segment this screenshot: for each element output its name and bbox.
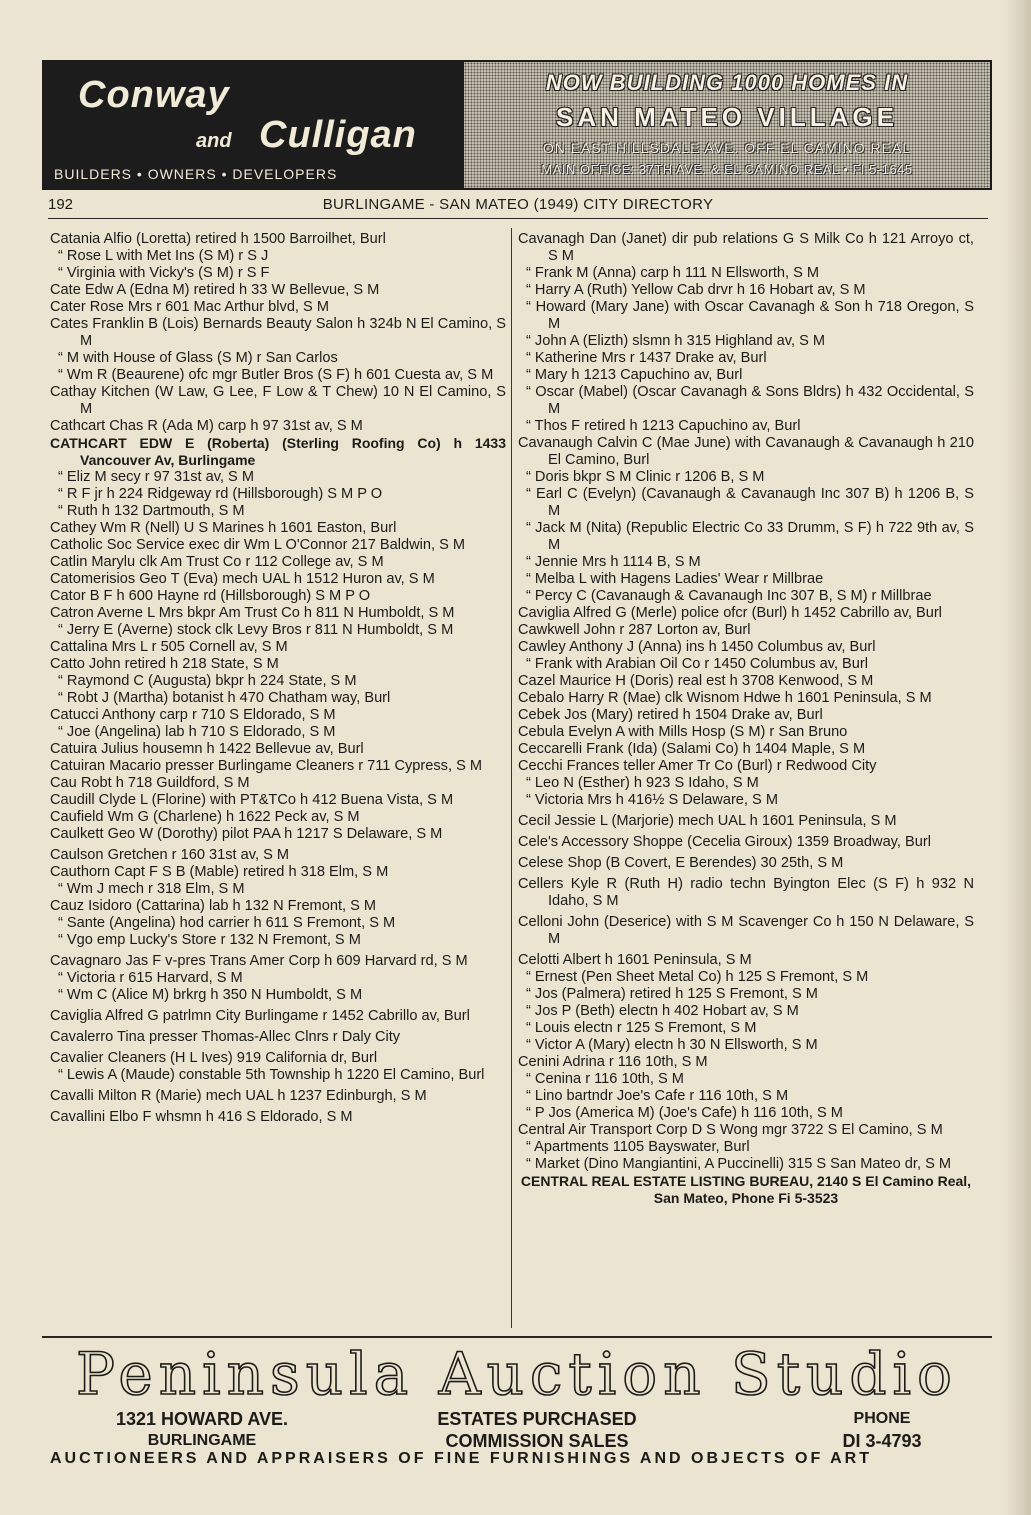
- directory-entry: Cecchi Frances teller Amer Tr Co (Burl) r Redwood City: [518, 758, 877, 774]
- directory-entry: “ Jerry E (Averne) stock clk Levy Bros r 811 N Humboldt, S M: [58, 622, 454, 638]
- directory-entry: “ Vgo emp Lucky's Store r 132 N Fremont, S M: [58, 932, 361, 948]
- auction-phone-label: PHONE: [853, 1410, 911, 1427]
- directory-entry: “ Cenina r 116 10th, S M: [526, 1071, 684, 1087]
- directory-entry: Cele's Accessory Shoppe (Cecelia Giroux) 1359 Broadway, Burl: [518, 834, 931, 850]
- ad-info-panel: [464, 62, 990, 188]
- directory-entry: Central Air Transport Corp D S Wong mgr 3722 S El Camino, S M: [518, 1122, 943, 1138]
- directory-entry: Cattalina Mrs L r 505 Cornell av, S M: [50, 639, 288, 655]
- directory-entry: “ Frank with Arabian Oil Co r 1450 Columbus av, Burl: [526, 656, 869, 672]
- directory-entry: Catuiran Macario presser Burlingame Cleaners r 711 Cypress, S M: [50, 758, 483, 774]
- directory-entry: Catania Alfio (Loretta) retired h 1500 Barroilhet, Burl: [50, 231, 386, 247]
- ad-location: ON EAST HILLSDALE AVE. OFF EL CAMINO REAL: [542, 140, 912, 156]
- directory-entry: “ Thos F retired h 1213 Capuchino av, Burl: [526, 418, 801, 434]
- directory-entry: “ Melba L with Hagens Ladies' Wear r Millbrae: [526, 571, 824, 587]
- directory-entry: Cawley Anthony J (Anna) ins h 1450 Columbus av, Burl: [518, 639, 876, 655]
- directory-entry: Catholic Soc Service exec dir Wm L O'Connor 217 Baldwin, S M: [50, 537, 466, 553]
- directory-entry: “ Lewis A (Maude) constable 5th Township h 1220 El Camino, Burl: [58, 1067, 485, 1083]
- directory-entry: Cenini Adrina r 116 10th, S M: [518, 1054, 708, 1070]
- directory-entry: Cavalli Milton R (Marie) mech UAL h 1237 Edinburgh, S M: [50, 1088, 427, 1104]
- auction-address-block: [72, 1408, 332, 1452]
- directory-entry: Cavagnaro Jas F v-pres Trans Amer Corp h 609 Harvard rd, S M: [50, 953, 468, 969]
- directory-entry: Catucci Anthony carp r 710 S Eldorado, S M: [50, 707, 336, 723]
- directory-entry: “ Oscar (Mabel) (Oscar Cavanagh & Sons Bldrs) h 432 Occidental, S M: [526, 384, 974, 417]
- directory-entry: Cates Franklin B (Lois) Bernards Beauty Salon h 324b N El Camino, S M: [50, 316, 506, 349]
- ad-tagline: BUILDERS • OWNERS • DEVELOPERS: [54, 166, 338, 182]
- directory-entry: Catron Averne L Mrs bkpr Am Trust Co h 811 N Humboldt, S M: [50, 605, 455, 621]
- directory-entry: Cebek Jos (Mary) retired h 1504 Drake av, Burl: [518, 707, 823, 723]
- directory-entry: Cathay Kitchen (W Law, G Lee, F Low & T Chew) 10 N El Camino, S M: [50, 384, 506, 417]
- directory-entry: “ Louis electn r 125 S Fremont, S M: [526, 1020, 757, 1036]
- directory-entry: “ Earl C (Evelyn) (Cavanaugh & Cavanaugh Inc 307 B) h 1206 B, S M: [526, 486, 974, 519]
- auction-studio-name: Peninsula Auction Studio: [76, 1340, 958, 1408]
- auction-footer-line: AUCTIONEERS AND APPRAISERS OF FINE FURNISHINGS AND OBJECTS OF ART: [50, 1450, 872, 1467]
- directory-entry: “ Leo N (Esther) h 923 S Idaho, S M: [526, 775, 759, 791]
- directory-entry: “ Rose L with Met Ins (S M) r S J: [58, 248, 269, 264]
- directory-entry: Cauz Isidoro (Cattarina) lab h 132 N Fremont, S M: [50, 898, 377, 914]
- directory-entry: Cauthorn Capt F S B (Mable) retired h 318 Elm, S M: [50, 864, 389, 880]
- ad-brand-conway: Conway: [78, 74, 230, 116]
- conway-culligan-ad: [42, 60, 992, 190]
- directory-entry: Catomerisios Geo T (Eva) mech UAL h 1512 Huron av, S M: [50, 571, 435, 587]
- directory-entry: “ Victor A (Mary) electn h 30 N Ellsworth, S M: [526, 1037, 818, 1053]
- directory-entry: Cathcart Chas R (Ada M) carp h 97 31st av, S M: [50, 418, 363, 434]
- auction-phone-block: [782, 1408, 982, 1452]
- directory-entry: “ Joe (Angelina) lab h 710 S Eldorado, S M: [58, 724, 336, 740]
- directory-entry: “ Eliz M secy r 97 31st av, S M: [58, 469, 254, 485]
- directory-entry: “ John A (Elizth) slsmn h 315 Highland av, S M: [526, 333, 826, 349]
- directory-entry: Celese Shop (B Covert, E Berendes) 30 25th, S M: [518, 855, 844, 871]
- directory-entry: Celotti Albert h 1601 Peninsula, S M: [518, 952, 752, 968]
- directory-entry: Caulson Gretchen r 160 31st av, S M: [50, 847, 290, 863]
- directory-entry: “ R F jr h 224 Ridgeway rd (Hillsborough) S M P O: [58, 486, 383, 502]
- directory-entry: Caviglia Alfred G (Merle) police ofcr (Burl) h 1452 Cabrillo av, Burl: [518, 605, 942, 621]
- directory-entry: Cavallini Elbo F whsmn h 416 S Eldorado, S M: [50, 1109, 353, 1125]
- directory-entry: “ Ruth h 132 Dartmouth, S M: [58, 503, 245, 519]
- directory-entry: “ Jos (Palmera) retired h 125 S Fremont, S M: [526, 986, 818, 1002]
- directory-entry: “ Wm R (Beaurene) ofc mgr Butler Bros (S F) h 601 Cuesta av, S M: [58, 367, 494, 383]
- directory-entry: CENTRAL REAL ESTATE LISTING BUREAU, 2140 S El Camino Real, San Mateo, Phone Fi 5-3523: [520, 1173, 972, 1206]
- directory-entry: “ Wm J mech r 318 Elm, S M: [58, 881, 245, 897]
- left-column: [50, 231, 506, 1126]
- directory-entry: “ Jos P (Beth) electn h 402 Hobart av, S M: [526, 1003, 799, 1019]
- directory-entry: Ceccarelli Frank (Ida) (Salami Co) h 1404 Maple, S M: [518, 741, 866, 757]
- auction-address: 1321 HOWARD AVE.: [115, 1409, 289, 1429]
- directory-entry: “ Victoria Mrs h 416½ S Delaware, S M: [526, 792, 778, 808]
- directory-entry: “ Percy C (Cavanaugh & Cavanaugh Inc 307 B, S M) r Millbrae: [526, 588, 932, 604]
- directory-entry: Cebalo Harry R (Mae) clk Wisnom Hdwe h 1601 Peninsula, S M: [518, 690, 932, 706]
- directory-entry: “ Virginia with Vicky's (S M) r S F: [58, 265, 270, 281]
- directory-entry: “ Lino bartndr Joe's Cafe r 116 10th, S M: [526, 1088, 789, 1104]
- directory-entry: “ Apartments 1105 Bayswater, Burl: [526, 1139, 750, 1155]
- directory-entry: “ Victoria r 615 Harvard, S M: [58, 970, 243, 986]
- directory-entry: “ Ernest (Pen Sheet Metal Co) h 125 S Fremont, S M: [526, 969, 869, 985]
- directory-entry: Cavalier Cleaners (H L Ives) 919 California dr, Burl: [50, 1050, 378, 1066]
- directory-entry: “ Doris bkpr S M Clinic r 1206 B, S M: [526, 469, 765, 485]
- ad-brand-and: and: [196, 130, 232, 152]
- directory-entry: “ Robt J (Martha) botanist h 470 Chatham way, Burl: [58, 690, 391, 706]
- directory-entry: “ Market (Dino Mangiantini, A Puccinelli) 315 S San Mateo dr, S M: [526, 1156, 952, 1172]
- directory-entry: “ Jack M (Nita) (Republic Electric Co 33 Drumm, S F) h 722 9th av, S M: [526, 520, 974, 553]
- ad-brand-panel: [44, 62, 464, 188]
- page-number: 192: [48, 196, 74, 213]
- directory-entry: Celloni John (Deserice) with S M Scavenger Co h 150 N Delaware, S M: [518, 914, 974, 947]
- auction-phone: DI 3-4793: [842, 1431, 922, 1451]
- directory-entry: Cator B F h 600 Hayne rd (Hillsborough) S M P O: [50, 588, 371, 604]
- directory-entry: Cebula Evelyn A with Mills Hosp (S M) r San Bruno: [518, 724, 848, 740]
- running-header: [48, 196, 988, 219]
- ad-headline-2: SAN MATEO VILLAGE: [556, 102, 898, 132]
- page-title: BURLINGAME - SAN MATEO (1949) CITY DIRECTORY: [322, 196, 714, 213]
- ad-headline-1: NOW BUILDING 1000 HOMES IN: [545, 70, 909, 95]
- directory-entry: “ Howard (Mary Jane) with Oscar Cavanagh & Son h 718 Oregon, S M: [526, 299, 974, 332]
- directory-entry: Cate Edw A (Edna M) retired h 33 W Bellevue, S M: [50, 282, 380, 298]
- directory-entry: CATHCART EDW E (Roberta) (Sterling Roofing Co) h 1433 Vancouver Av, Burlingame: [50, 435, 506, 468]
- directory-entry: Caudill Clyde L (Florine) with PT&TCo h 412 Buena Vista, S M: [50, 792, 454, 808]
- directory-entry: “ Frank M (Anna) carp h 111 N Ellsworth, S M: [526, 265, 820, 281]
- directory-entry: “ Mary h 1213 Capuchino av, Burl: [526, 367, 743, 383]
- directory-entry: Caulkett Geo W (Dorothy) pilot PAA h 1217 S Delaware, S M: [50, 826, 443, 842]
- directory-entry: “ Raymond C (Augusta) bkpr h 224 State, S M: [58, 673, 357, 689]
- directory-entry: Caviglia Alfred G patrlmn City Burlingame r 1452 Cabrillo av, Burl: [50, 1008, 470, 1024]
- directory-entry: Caufield Wm G (Charlene) h 1622 Peck av, S M: [50, 809, 360, 825]
- auction-city: BURLINGAME: [147, 1432, 257, 1449]
- directory-entry: “ Sante (Angelina) hod carrier h 611 S Fremont, S M: [58, 915, 396, 931]
- directory-entry: “ Jennie Mrs h 1114 B, S M: [526, 554, 701, 570]
- directory-entry: Cavanagh Dan (Janet) dir pub relations G S Milk Co h 121 Arroyo ct, S M: [518, 231, 974, 264]
- directory-entry: “ Katherine Mrs r 1437 Drake av, Burl: [526, 350, 767, 366]
- directory-entry: Cellers Kyle R (Ruth H) radio techn Byington Elec (S F) h 932 N Idaho, S M: [518, 876, 974, 909]
- directory-entry: Cecil Jessie L (Marjorie) mech UAL h 1601 Peninsula, S M: [518, 813, 897, 829]
- auction-service-2: COMMISSION SALES: [445, 1431, 629, 1451]
- directory-entry: Cathey Wm R (Nell) U S Marines h 1601 Easton, Burl: [50, 520, 397, 536]
- directory-entry: “ P Jos (America M) (Joe's Cafe) h 116 10th, S M: [526, 1105, 843, 1121]
- ad-main-office: MAIN OFFICE: 37TH AVE. & EL CAMINO REAL • FI 5-1645: [541, 162, 913, 177]
- directory-entry: Cavalerro Tina presser Thomas-Allec Clnrs r Daly City: [50, 1029, 401, 1045]
- directory-entry: Cau Robt h 718 Guildford, S M: [50, 775, 250, 791]
- directory-entry: Cavanaugh Calvin C (Mae June) with Cavanaugh & Cavanaugh h 210 El Camino, Burl: [518, 435, 974, 468]
- directory-entry: “ Wm C (Alice M) brkrg h 350 N Humboldt, S M: [58, 987, 363, 1003]
- directory-entry: “ M with House of Glass (S M) r San Carlos: [58, 350, 338, 366]
- ad-brand-culligan: Culligan: [259, 114, 417, 156]
- column-divider: [511, 228, 512, 1328]
- directory-entry: Catuira Julius housemn h 1422 Bellevue av, Burl: [50, 741, 364, 757]
- peninsula-auction-ad: [42, 1336, 992, 1478]
- directory-entry: Catto John retired h 218 State, S M: [50, 656, 279, 672]
- auction-services-block: [372, 1408, 702, 1452]
- directory-entry: “ Harry A (Ruth) Yellow Cab drvr h 16 Hobart av, S M: [526, 282, 866, 298]
- auction-service-1: ESTATES PURCHASED: [437, 1409, 637, 1429]
- directory-entry: Cater Rose Mrs r 601 Mac Arthur blvd, S M: [50, 299, 329, 315]
- directory-entry: Cawkwell John r 287 Lorton av, Burl: [518, 622, 751, 638]
- directory-entry: Catlin Marylu clk Am Trust Co r 112 College av, S M: [50, 554, 384, 570]
- right-column: [518, 231, 974, 1207]
- directory-entry: Cazel Maurice H (Doris) real est h 3708 Kenwood, S M: [518, 673, 874, 689]
